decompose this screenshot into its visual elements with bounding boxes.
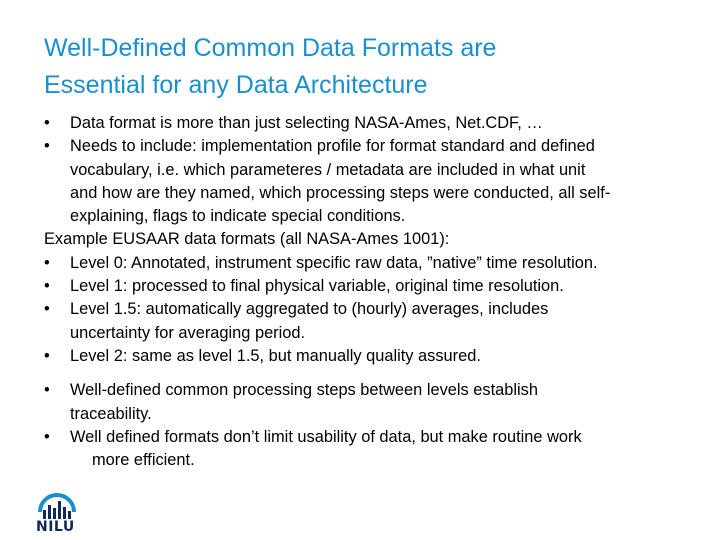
level-label: Level 2 xyxy=(70,346,123,365)
bullet-line: and how are they named, which processing steps were conducted, all self- xyxy=(70,183,611,202)
bullet-line: more efficient. xyxy=(92,451,195,470)
level-text: : same as level 1.5, but manually quality assured. xyxy=(122,346,481,365)
level-label: Level 1 xyxy=(70,277,123,296)
level-continuation: uncertainty for averaging period. xyxy=(70,323,306,342)
level-text: : Annotated, instrument specific raw data, ”native” time resolution. xyxy=(122,253,598,272)
example-heading: Example EUSAAR data formats (all NASA-Ames 1001): xyxy=(44,230,450,249)
bullet-line: vocabulary, i.e. which parameteres / metadata are included in what unit xyxy=(70,160,586,179)
level-0-item xyxy=(44,252,694,275)
slide-title xyxy=(44,30,684,104)
slide-title-line-2: Essential for any Data Architecture xyxy=(44,71,428,99)
level-text: : processed to final physical variable, original time resolution. xyxy=(122,277,564,296)
logo-text: NILU xyxy=(36,519,75,535)
level-1-5-item xyxy=(44,298,694,345)
bullet-line: traceability. xyxy=(70,404,152,423)
level-1-item xyxy=(44,275,694,298)
level-2-item xyxy=(44,345,694,368)
slide-body xyxy=(44,112,694,472)
bullet-line: • Needs to include: implementation profile for format standard and defined xyxy=(70,137,595,156)
bullet-formats-usability xyxy=(44,426,694,473)
bullet-processing-steps xyxy=(44,379,694,426)
bullet-data-format xyxy=(44,112,694,135)
level-label: Level 0 xyxy=(70,253,123,272)
bullet-line: • Data format is more than just selecting NASA-Ames, Net.CDF, … xyxy=(70,114,543,132)
level-text: : automatically aggregated to (hourly) averages, includes xyxy=(136,300,549,319)
bullet-line: explaining, flags to indicate special conditions. xyxy=(70,207,406,226)
bullet-line: • Well-defined common processing steps between levels establish xyxy=(70,381,538,400)
bullet-line: • Well defined formats don’t limit usability of data, but make routine work xyxy=(70,427,582,446)
slide-title-line-1: Well-Defined Common Data Formats are xyxy=(44,34,497,62)
bullet-needs-include xyxy=(44,135,694,228)
level-label: Level 1.5 xyxy=(70,300,137,319)
